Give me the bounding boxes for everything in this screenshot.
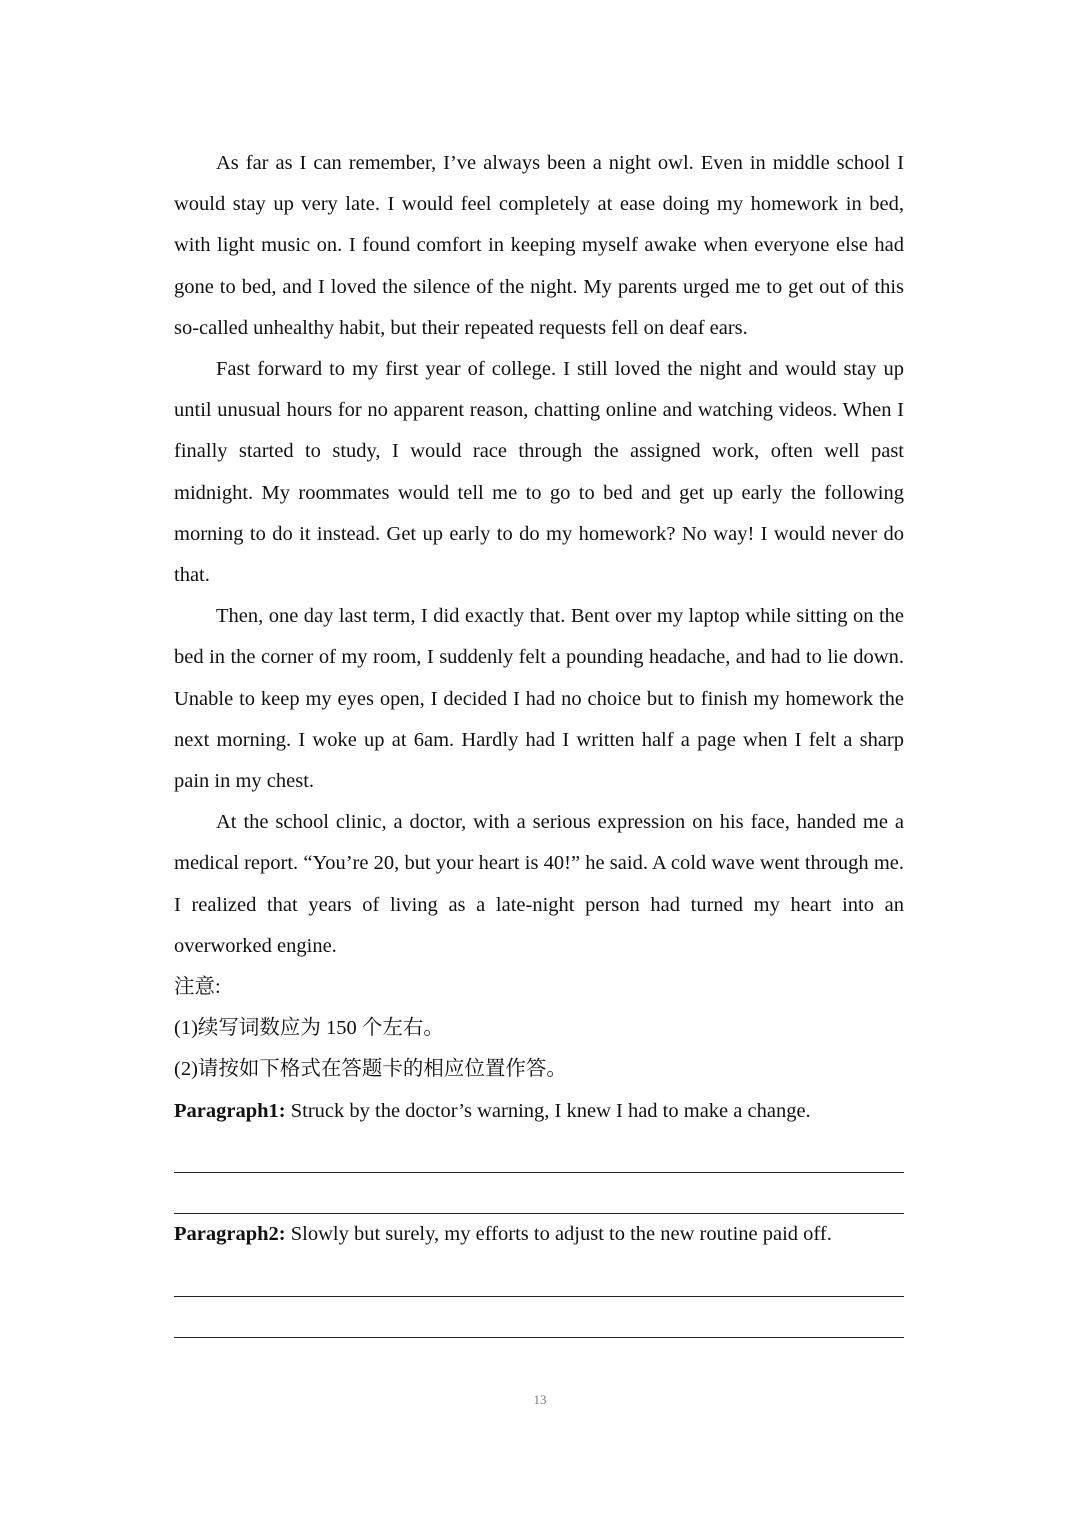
passage-paragraph-2: Fast forward to my first year of college. I still loved the night and would stay up until unusual hours for no apparent reason, chatting online and watching videos. When I finally started to study, I would race through the assigned work, often well past midnight. My roommates would tell me to go to bed and get up early the following morning to do it instead. Get up early to do my homework? No way! I would never do that. <box>174 358 904 587</box>
answer-line[interactable] <box>174 1132 904 1173</box>
answer-line[interactable] <box>174 1173 904 1214</box>
passage-paragraph-1: As far as I can remember, I’ve always been a night owl. Even in middle school I would stay up very late. I would feel completely at ease doing my homework in bed, with light music on. I found comfort in keeping myself awake when everyone else had gone to bed, and I loved the silence of the night. My parents urged me to get out of this so-called unhealthy habit, but their repeated requests fell on deaf ears. <box>174 152 904 339</box>
paragraph2-label: Paragraph2: <box>174 1223 286 1246</box>
notes-title: 注意: <box>174 976 221 999</box>
paragraph2-prompt <box>174 1214 904 1255</box>
page-content <box>174 143 904 1338</box>
paragraph1-label: Paragraph1: <box>174 1099 286 1122</box>
passage-paragraph-4: At the school clinic, a doctor, with a serious expression on his face, handed me a medical report. “You’re 20, but your heart is 40!” he said. A cold wave went through me. I realized that years of living as a late-night person had turned my heart into an overworked engine. <box>174 811 904 957</box>
paragraph1-opening-sentence: Struck by the doctor’s warning, I knew I had to make a change. <box>285 1099 811 1122</box>
passage-paragraph-3: Then, one day last term, I did exactly that. Bent over my laptop while sitting on the bed in the corner of my room, I suddenly felt a pounding headache, and had to lie down. Unable to keep my eyes open, I decided I had no choice but to finish my homework the next morning. I woke up at 6am. Hardly had I written half a page when I felt a sharp pain in my chest. <box>174 605 904 793</box>
paragraph1-prompt <box>174 1091 904 1132</box>
note-item-2: (2)请按如下格式在答题卡的相应位置作答。 <box>174 1058 567 1081</box>
note-item-1: (1)续写词数应为 150 个左右。 <box>174 1017 444 1040</box>
page-number: 13 <box>533 1392 547 1407</box>
paragraph2-opening-sentence: Slowly but surely, my efforts to adjust to the new routine paid off. <box>285 1223 832 1246</box>
answer-line[interactable] <box>174 1255 904 1296</box>
answer-line[interactable] <box>174 1297 904 1338</box>
